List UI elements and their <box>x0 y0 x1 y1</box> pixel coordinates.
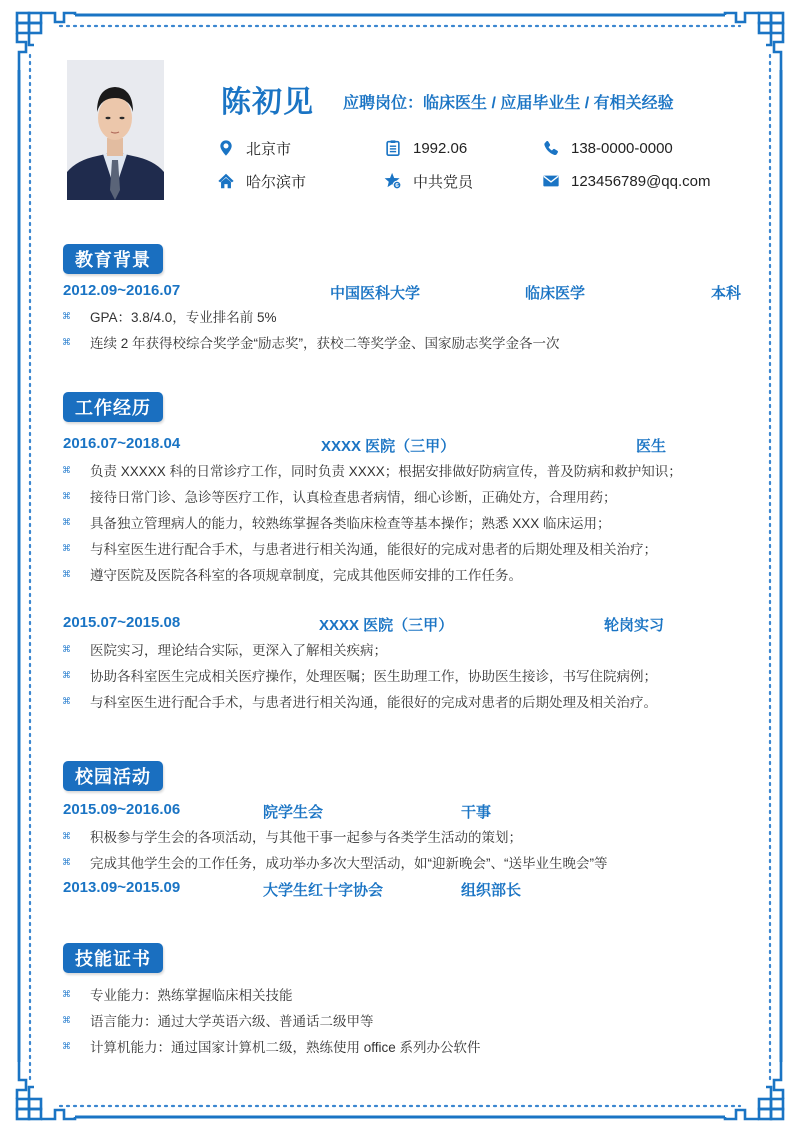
work-entry-head <box>63 614 740 634</box>
party-star-icon <box>383 171 403 191</box>
bullet-icon: ⌘ <box>62 336 71 347</box>
list-item: ⌘ 遵守医院及医院各科室的各项规章制度，完成其他医师安排的工作任务。 <box>62 568 522 583</box>
phone-icon <box>541 138 561 158</box>
list-item: ⌘ 专业能力：熟练掌握临床相关技能 <box>62 988 293 1003</box>
bullet-icon: ⌘ <box>62 988 71 999</box>
bullet-icon: ⌘ <box>62 310 71 321</box>
job-target: 应聘岗位：临床医生 / 应届毕业生 / 有相关经验 <box>343 95 674 112</box>
profile-photo <box>67 60 164 200</box>
list-item: ⌘ 连续 2 年获得校综合奖学金“励志奖”，获校二等奖学金、国家励志奖学金各一次 <box>62 336 560 351</box>
education-period: 2012.09~2016.07 <box>63 282 181 299</box>
info-email-text: 123456789@qq.com <box>571 172 711 190</box>
calendar-icon <box>383 138 403 158</box>
list-item: ⌘ 积极参与学生会的各项活动，与其他干事一起参与各类学生活动的策划； <box>62 830 522 845</box>
location-pin-icon <box>216 138 236 158</box>
campus-entry-head <box>63 801 740 821</box>
education-degree: 本科 <box>711 285 742 302</box>
info-city-text: 北京市 <box>246 140 292 158</box>
bullet-icon: ⌘ <box>62 695 71 706</box>
list-item: ⌘ 负责 XXXXX 科的日常诊疗工作，同时负责 XXXX；根据安排做好防病宣传，普及防病和救护知识； <box>62 464 682 479</box>
candidate-name: 陈初见 <box>221 86 314 119</box>
list-item: ⌘ 计算机能力：通过国家计算机二级，熟练使用 office 系列办公软件 <box>62 1040 481 1055</box>
list-item: ⌘ 与科室医生进行配合手术，与患者进行相关沟通，能很好的完成对患者的后期处理及相关治疗。 <box>62 695 657 710</box>
home-icon <box>216 171 236 191</box>
list-item: ⌘ 接待日常门诊、急诊等医疗工作，认真检查患者病情，细心诊断，正确处方，合理用药； <box>62 490 617 505</box>
campus-org: 大学生红十字协会 <box>263 882 384 899</box>
list-item: ⌘ 具备独立管理病人的能力，较熟练掌握各类临床检查等基本操作；熟悉 XXX 临床运用； <box>62 516 611 531</box>
section-title-work: 工作经历 <box>63 392 163 422</box>
work-period: 2016.07~2018.04 <box>63 435 181 452</box>
info-phone <box>541 137 673 159</box>
education-school: 中国医科大学 <box>330 285 421 302</box>
list-item: ⌘ 语言能力：通过大学英语六级、普通话二级甲等 <box>62 1014 374 1029</box>
info-political-text: 中共党员 <box>413 173 474 191</box>
list-item: ⌘ GPA：3.8/4.0，专业排名前 5% <box>62 310 277 325</box>
bullet-icon: ⌘ <box>62 542 71 553</box>
info-phone-text: 138-0000-0000 <box>571 139 673 157</box>
bullet-icon: ⌘ <box>62 669 71 680</box>
bullet-icon: ⌘ <box>62 1014 71 1025</box>
campus-role: 干事 <box>461 804 492 821</box>
work-role: 医生 <box>636 438 667 455</box>
bullet-icon: ⌘ <box>62 568 71 579</box>
work-org: XXXX 医院（三甲） <box>321 438 456 455</box>
info-city <box>216 137 291 159</box>
section-title-education: 教育背景 <box>63 244 163 274</box>
svg-text:6: 6 <box>395 182 399 189</box>
list-item: ⌘ 完成其他学生会的工作任务，成功举办多次大型活动，如“迎新晚会”、“送毕业生晚会”等 <box>62 856 608 871</box>
bullet-icon: ⌘ <box>62 830 71 841</box>
work-org: XXXX 医院（三甲） <box>319 617 454 634</box>
list-item: ⌘ 协助各科室医生完成相关医疗操作，处理医嘱；医生助理工作，协助医生接诊，书写住院病例； <box>62 669 657 684</box>
work-entry-head <box>63 435 740 455</box>
section-title-campus: 校园活动 <box>63 761 163 791</box>
info-birth <box>383 137 467 159</box>
bullet-icon: ⌘ <box>62 464 71 475</box>
info-hometown-text: 哈尔滨市 <box>246 173 307 191</box>
campus-period: 2015.09~2016.06 <box>63 801 181 818</box>
campus-role: 组织部长 <box>461 882 522 899</box>
section-title-skills: 技能证书 <box>63 943 163 973</box>
work-role: 轮岗实习 <box>604 617 665 634</box>
campus-entry-head <box>63 879 740 899</box>
bullet-icon: ⌘ <box>62 643 71 654</box>
info-birth-text: 1992.06 <box>413 139 468 157</box>
bullet-icon: ⌘ <box>62 516 71 527</box>
bullet-icon: ⌘ <box>62 856 71 867</box>
info-hometown <box>216 170 306 192</box>
campus-org: 院学生会 <box>263 804 324 821</box>
mail-icon <box>541 171 561 191</box>
bullet-icon: ⌘ <box>62 490 71 501</box>
education-entry-head <box>63 282 740 302</box>
work-period: 2015.07~2015.08 <box>63 614 181 631</box>
info-email <box>541 170 711 192</box>
education-major: 临床医学 <box>525 285 586 302</box>
info-political <box>383 170 473 192</box>
list-item: ⌘ 与科室医生进行配合手术，与患者进行相关沟通，能很好的完成对患者的后期处理及相关治疗； <box>62 542 657 557</box>
bullet-icon: ⌘ <box>62 1040 71 1051</box>
campus-period: 2013.09~2015.09 <box>63 879 181 896</box>
list-item: ⌘ 医院实习，理论结合实际，更深入了解相关疾病； <box>62 643 387 658</box>
